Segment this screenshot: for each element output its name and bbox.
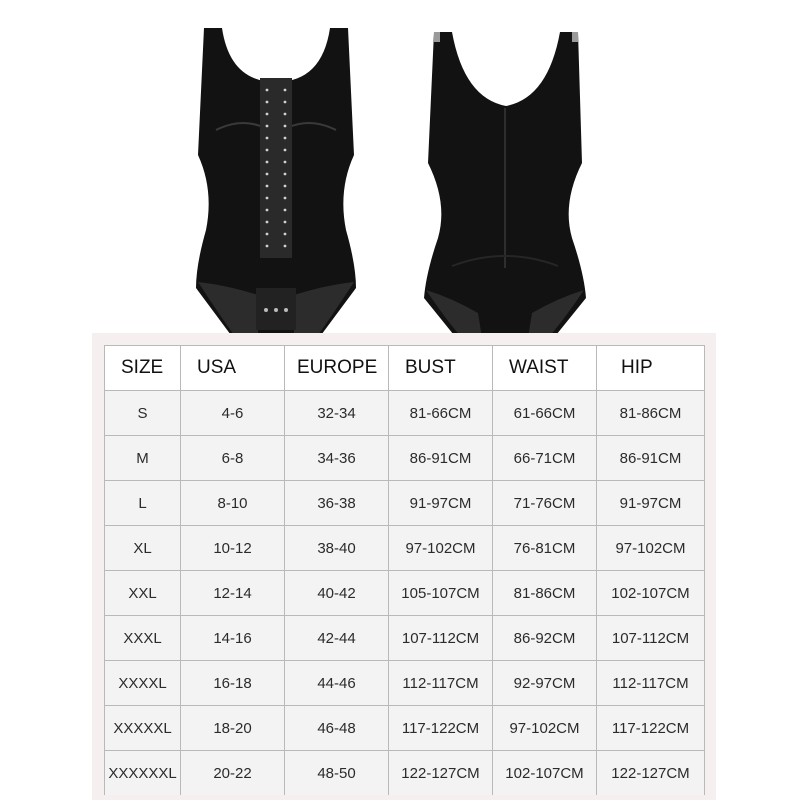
header-europe: EUROPE [285,346,389,391]
europe-cell: 32-34 [285,391,389,436]
table-row [105,571,705,616]
table-row [105,616,705,661]
hip-cell: 91-97CM [597,481,705,526]
size-cell: M [105,436,181,481]
table-header-row [105,346,705,391]
table-row [105,391,705,436]
hip-cell: 112-117CM [597,661,705,706]
table-row [105,526,705,571]
size-cell: S [105,391,181,436]
hip-cell: 81-86CM [597,391,705,436]
bust-cell: 117-122CM [389,706,493,751]
europe-cell: 48-50 [285,751,389,796]
usa-cell: 10-12 [181,526,285,571]
header-usa: USA [181,346,285,391]
europe-cell: 34-36 [285,436,389,481]
table-row [105,481,705,526]
bust-cell: 122-127CM [389,751,493,796]
bust-cell: 105-107CM [389,571,493,616]
size-cell: L [105,481,181,526]
waist-cell: 61-66CM [493,391,597,436]
usa-cell: 16-18 [181,661,285,706]
hip-cell: 122-127CM [597,751,705,796]
header-hip: HIP [597,346,705,391]
bodysuit-back-image [412,28,598,350]
europe-cell: 42-44 [285,616,389,661]
bust-cell: 91-97CM [389,481,493,526]
bodysuit-front-image [186,20,366,350]
waist-cell: 97-102CM [493,706,597,751]
europe-cell: 44-46 [285,661,389,706]
usa-cell: 6-8 [181,436,285,481]
header-bust: BUST [389,346,493,391]
size-cell: XL [105,526,181,571]
waist-cell: 86-92CM [493,616,597,661]
usa-cell: 18-20 [181,706,285,751]
usa-cell: 14-16 [181,616,285,661]
waist-cell: 81-86CM [493,571,597,616]
bust-cell: 112-117CM [389,661,493,706]
table-row [105,706,705,751]
usa-cell: 12-14 [181,571,285,616]
bust-cell: 97-102CM [389,526,493,571]
bust-cell: 81-66CM [389,391,493,436]
europe-cell: 40-42 [285,571,389,616]
hip-cell: 86-91CM [597,436,705,481]
europe-cell: 36-38 [285,481,389,526]
bust-cell: 107-112CM [389,616,493,661]
table-row [105,436,705,481]
table-row [105,661,705,706]
hip-cell: 117-122CM [597,706,705,751]
waist-cell: 76-81CM [493,526,597,571]
size-cell: XXXXXXL [105,751,181,796]
hip-cell: 97-102CM [597,526,705,571]
waist-cell: 102-107CM [493,751,597,796]
size-cell: XXXXXL [105,706,181,751]
product-images [0,0,800,350]
waist-cell: 71-76CM [493,481,597,526]
usa-cell: 8-10 [181,481,285,526]
waist-cell: 92-97CM [493,661,597,706]
header-size: SIZE [105,346,181,391]
hip-cell: 102-107CM [597,571,705,616]
size-chart-table [104,345,705,795]
size-cell: XXXXL [105,661,181,706]
table-row [105,751,705,796]
header-waist: WAIST [493,346,597,391]
size-cell: XXXL [105,616,181,661]
waist-cell: 66-71CM [493,436,597,481]
usa-cell: 4-6 [181,391,285,436]
europe-cell: 46-48 [285,706,389,751]
usa-cell: 20-22 [181,751,285,796]
size-cell: XXL [105,571,181,616]
hip-cell: 107-112CM [597,616,705,661]
bust-cell: 86-91CM [389,436,493,481]
europe-cell: 38-40 [285,526,389,571]
